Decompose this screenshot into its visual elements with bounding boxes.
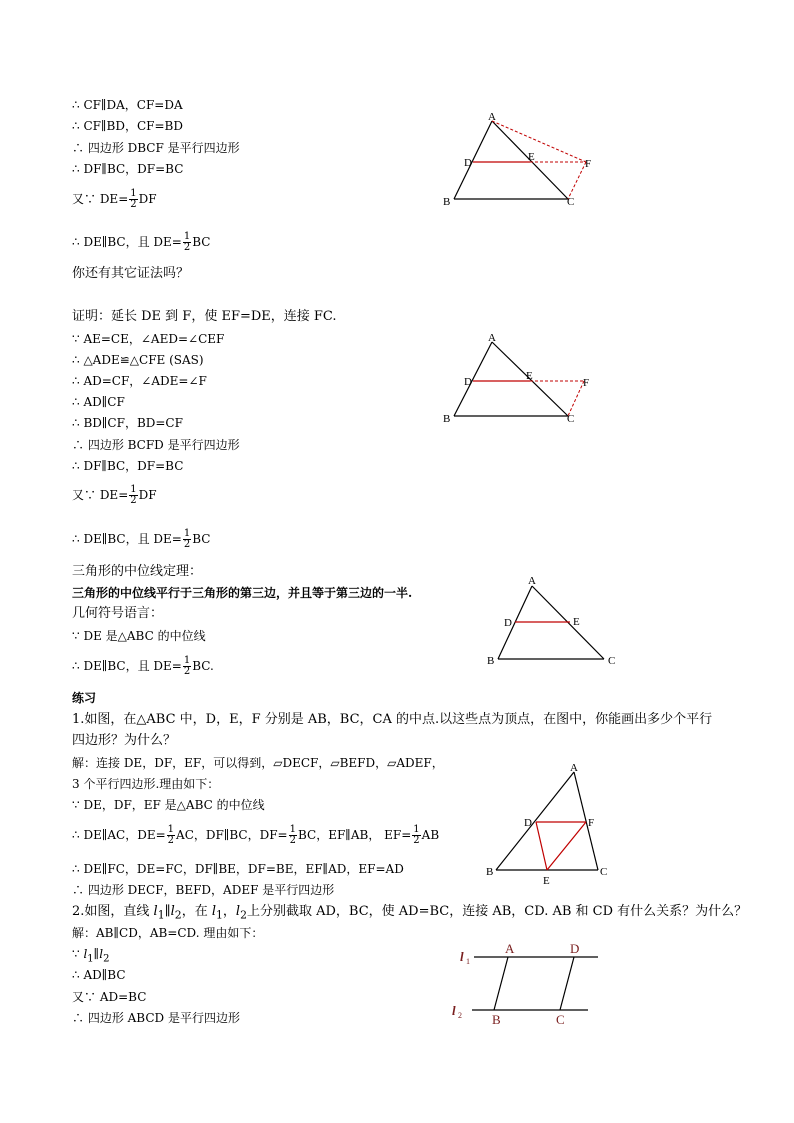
- point-label: D: [570, 941, 580, 956]
- proof-line: ∴ AD∥CF: [72, 395, 125, 409]
- point-label: E: [543, 875, 550, 887]
- proof-line: ∴ DF∥BC，DF=BC: [72, 459, 184, 473]
- answer-2: 又∵ AD=BC: [72, 990, 147, 1004]
- proof-line-half: 又∵ DE= $\frac{1}{2}$ DF: [72, 484, 157, 506]
- proof-line: ∴ CF∥BD，CF=BD: [72, 119, 183, 133]
- figure-extend-de: [440, 328, 600, 428]
- proof-conclusion: ∴ DE∥BC，且 DE= $\frac{1}{2}$ BC: [72, 231, 211, 253]
- point-label: C: [556, 1012, 565, 1027]
- answer-1: 解：连接 DE，DF，EF，可以得到，▱DECF，▱BEFD，▱ADEF，: [72, 756, 444, 770]
- answer-1: ∴ 四边形 DECF，BEFD，ADEF 是平行四边形: [72, 883, 335, 897]
- proof-line-half: 又∵ DE= $\frac{1}{2}$ DF: [72, 188, 157, 210]
- question-text: 你还有其它证法吗？: [72, 266, 190, 281]
- proof-line: ∵ DE 是△ABC 的中位线: [72, 629, 206, 643]
- proof-line: ∴ 四边形 BCFD 是平行四边形: [72, 438, 240, 452]
- proof-line: ∴ 四边形 DBCF 是平行四边形: [72, 141, 240, 155]
- point-label: C: [608, 655, 616, 667]
- point-label: A: [505, 941, 515, 956]
- proof-line: ∴ AD=CF，∠ADE=∠F: [72, 374, 207, 388]
- fraction-half: $\frac{1}{2}$: [130, 188, 137, 210]
- answer-2: ∴ AD∥BC: [72, 968, 126, 982]
- fraction-half: $\frac{1}{2}$: [130, 484, 137, 506]
- practice-heading: 练习: [72, 691, 97, 705]
- answer-1: 3 个平行四边形.理由如下：: [72, 777, 220, 791]
- line-subscript: 1: [466, 957, 470, 966]
- point-label: A: [570, 762, 578, 774]
- answer-2: ∴ 四边形 ABCD 是平行四边形: [72, 1011, 240, 1025]
- point-label: A: [528, 575, 536, 587]
- fraction-half: $\frac{1}{2}$: [183, 528, 191, 550]
- proof-line: ∴ DF∥BC，DF=BC: [72, 162, 184, 176]
- fraction-half: $\frac{1}{2}$: [289, 824, 296, 846]
- proof-conclusion: ∴ DE∥BC，且 DE= $\frac{1}{2}$ BC.: [72, 655, 214, 677]
- point-label: C: [567, 413, 575, 425]
- point-label: F: [588, 817, 595, 829]
- point-label: F: [585, 158, 592, 170]
- point-label: B: [486, 866, 494, 878]
- point-label: D: [464, 376, 472, 388]
- proof-line: ∴ BD∥CF，BD=CF: [72, 416, 183, 430]
- point-label: E: [528, 151, 535, 163]
- point-label: B: [443, 413, 451, 425]
- line-subscript: 2: [458, 1011, 462, 1020]
- point-label: D: [524, 817, 532, 829]
- fraction-half: $\frac{1}{2}$: [183, 231, 191, 253]
- figure-three-parallelograms: [482, 758, 622, 888]
- proof-conclusion: ∴ DE∥BC，且 DE= $\frac{1}{2}$ BC: [72, 528, 211, 550]
- proof-intro: 证明：延长 DE 到 F，使 EF=DE，连接 FC.: [72, 309, 337, 324]
- fraction-half: $\frac{1}{2}$: [413, 824, 420, 846]
- theorem-statement: 三角形的中位线平行于三角形的第三边，并且等于第三边的一半.: [72, 586, 413, 600]
- point-label: F: [583, 377, 590, 389]
- question-2: 2.如图，直线 $l_1\parallel l_2$，在 $l_1$，$l_2$上分别截取 AD，BC，使 AD=BC，连接 AB，CD. AB 和 CD 有什么关系？为什么？: [72, 904, 748, 922]
- point-label: A: [488, 332, 496, 344]
- answer-2: 解：AB∥CD，AB=CD. 理由如下：: [72, 926, 264, 940]
- point-label: C: [600, 866, 608, 878]
- point-label: D: [464, 157, 472, 169]
- point-label: B: [487, 655, 495, 667]
- point-label: A: [488, 111, 496, 123]
- line-label-l: l: [460, 949, 464, 964]
- point-label: E: [526, 370, 533, 382]
- point-label: D: [504, 617, 512, 629]
- point-label: B: [443, 196, 451, 208]
- figure-parallelogram-dbcf: [440, 110, 600, 210]
- answer-1: ∴ DE∥FC，DE=FC，DF∥BE，DF=BE，EF∥AD，EF=AD: [72, 862, 404, 876]
- figure-parallel-lines: [448, 935, 608, 1030]
- question-1-cont: 四边形？为什么？: [72, 733, 177, 748]
- line-label-l: l: [452, 1003, 456, 1018]
- proof-line: ∴ CF∥DA，CF=DA: [72, 98, 183, 112]
- point-label: E: [573, 616, 580, 628]
- proof-line: ∵ AE=CE，∠AED=∠CEF: [72, 332, 225, 346]
- fraction-half: $\frac{1}{2}$: [167, 824, 175, 846]
- figure-midline-theorem: [482, 570, 622, 670]
- fraction-half: $\frac{1}{2}$: [183, 655, 191, 677]
- symbol-language-title: 几何符号语言：: [72, 606, 164, 621]
- point-label: B: [492, 1012, 501, 1027]
- theorem-title: 三角形的中位线定理：: [72, 564, 203, 579]
- answer-1: ∵ DE，DF，EF 是△ABC 的中位线: [72, 798, 265, 812]
- proof-line: ∴ △ADE≌△CFE (SAS): [72, 353, 204, 367]
- answer-2: ∵ $l_1\parallel l_2$: [72, 947, 110, 965]
- answer-1-equations: ∴ DE∥AC，DE= $\frac{1}{2}$ AC，DF∥BC，DF= $\frac{1}{2}$ BC，EF∥AB， EF= $\frac{1}{2}$ AB: [72, 824, 440, 846]
- point-label: C: [567, 196, 575, 208]
- question-1: 1.如图，在△ABC 中，D，E，F 分别是 AB，BC，CA 的中点.以这些点为顶点，在图中，你能画出多少个平行: [72, 712, 713, 727]
